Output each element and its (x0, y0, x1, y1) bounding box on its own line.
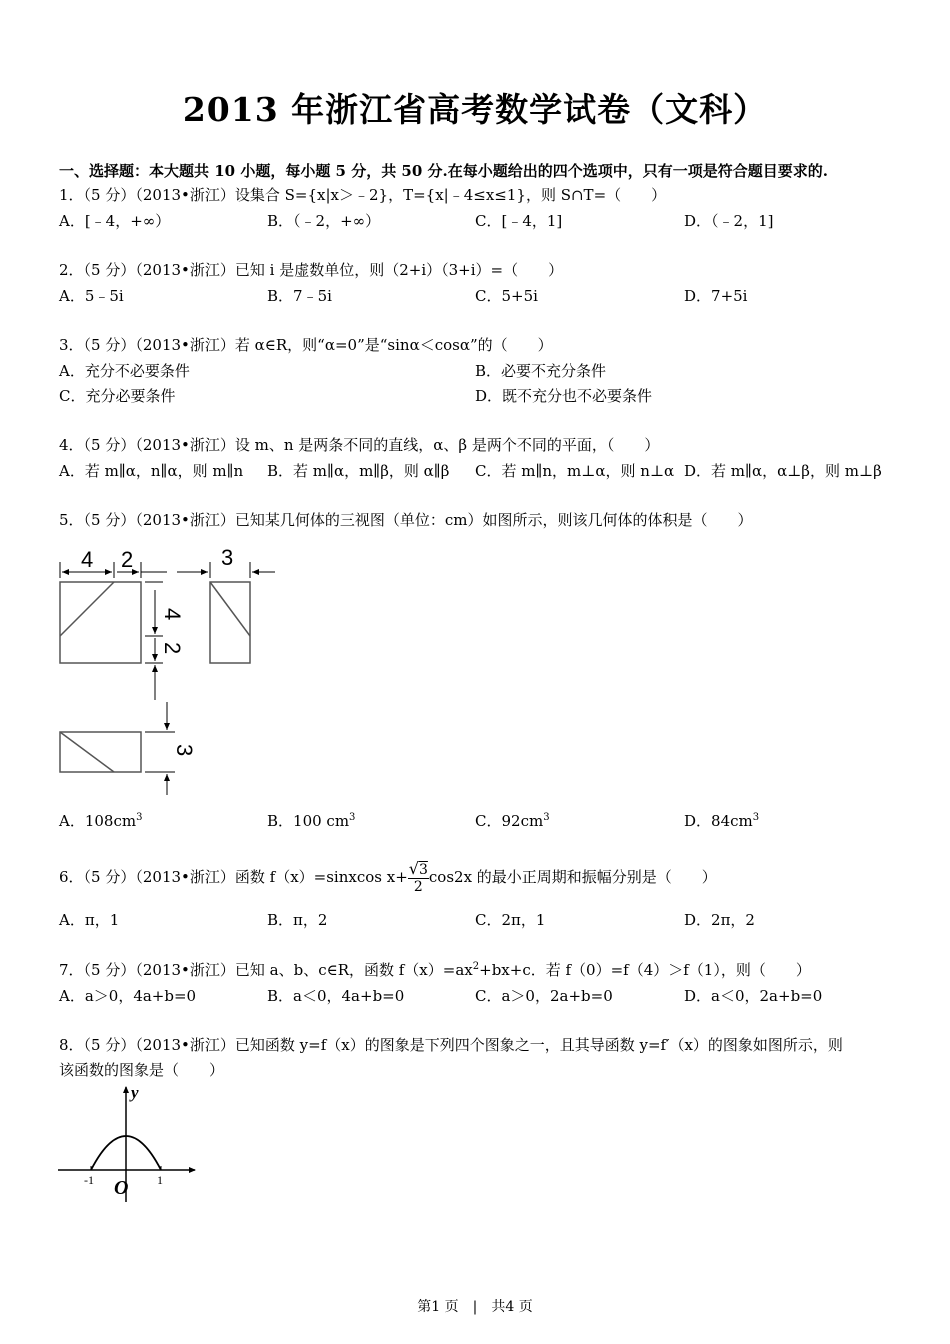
question-5-stem: 5．（5 分）（2013•浙江）已知某几何体的三视图（单位：cm）如图所示，则该几何体的体积是（ ） (59, 511, 753, 529)
question-4-option-a: A．若 m∥α，n∥α，则 m∥n (59, 462, 244, 480)
question-1-option-a: A．[﹣4，+∞） (59, 212, 171, 230)
question-3-option-b: B．必要不充分条件 (475, 362, 607, 380)
sqrt3-over-2-fraction: $\frac{√3}{2}$ (408, 859, 428, 895)
dim-label-2-vertical: 2 (160, 642, 185, 655)
derivative-graph (55, 1082, 205, 1207)
origin-label: O (114, 1177, 129, 1199)
question-7-option-d: D．a＜0，2a+b=0 (684, 987, 823, 1005)
question-8-stem-line-1: 8．（5 分）（2013•浙江）已知函数 y=f（x）的图象是下列四个图象之一，且其导函数 y=f′（x）的图象如图所示，则 (59, 1036, 843, 1054)
question-7-option-a: A．a＞0，4a+b=0 (59, 987, 197, 1005)
tick-label-neg1: -1 (84, 1173, 94, 1187)
question-5-option-b: B．100 $cm^3$ (267, 812, 356, 830)
question-4-option-d: D．若 m∥α，α⊥β，则 m⊥β (684, 462, 882, 480)
question-6-option-c: C．2π，1 (475, 911, 546, 929)
dim-label-3-vertical: 3 (172, 744, 197, 757)
section-header: 一、选择题：本大题共 10 小题，每小题 5 分，共 50 分.在每小题给出的四个选项中，只有一项是符合题目要求的. (59, 162, 828, 180)
question-6-option-b: B．π，2 (267, 911, 328, 929)
side-view-diagonal (210, 582, 250, 636)
question-1-option-c: C．[﹣4，1] (475, 212, 563, 230)
question-6-stem: 6．（5 分）（2013•浙江）函数 f（x）=sinxcos x+ $\frac{√3}{2}$ cos2x 的最小正周期和振幅分别是（ ） (59, 859, 717, 895)
question-7-option-c: C．a＞0，2a+b=0 (475, 987, 613, 1005)
question-4-option-c: C．若 m∥n，m⊥α，则 n⊥α (475, 462, 675, 480)
dim-label-4-vertical: 4 (160, 608, 185, 621)
question-2-option-b: B．7﹣5i (267, 287, 332, 305)
question-8-stem-line-2: 该函数的图象是（ ） (59, 1061, 225, 1079)
tick-label-pos1: 1 (157, 1173, 163, 1187)
question-6-option-a: A．π，1 (59, 911, 120, 929)
page-footer: 第1 页 | 共4 页 (417, 1299, 533, 1315)
question-3-option-a: A．充分不必要条件 (59, 362, 190, 380)
top-view-diagonal (60, 732, 114, 772)
question-1-option-b: B．（﹣2，+∞） (267, 212, 381, 230)
question-3-option-d: D．既不充分也不必要条件 (475, 387, 653, 405)
question-5-option-d: D．$84cm^3$ (684, 812, 760, 830)
question-5-option-a: A．$108cm^3$ (59, 812, 143, 830)
question-3-stem: 3．（5 分）（2013•浙江）若 α∈R，则“α=0”是“sinα＜cosα”的（ ） (59, 336, 553, 354)
question-6-option-d: D．2π，2 (684, 911, 755, 929)
question-2-option-c: C．5+5i (475, 287, 538, 305)
question-2-option-a: A．5﹣5i (59, 287, 124, 305)
question-3-option-c: C．充分必要条件 (59, 387, 176, 405)
question-1-option-d: D．（﹣2，1] (684, 212, 774, 230)
question-2-stem: 2．（5 分）（2013•浙江）已知 i 是虚数单位，则（2+i）（3+i）=（ ） (59, 261, 564, 279)
page-title: 2013 年浙江省高考数学试卷（文科） (182, 90, 768, 129)
question-5-option-c: C．$92cm^3$ (475, 812, 550, 830)
dim-label-2-horizontal: 2 (121, 547, 134, 572)
question-1-stem: 1．（5 分）（2013•浙江）设集合 S={x|x＞﹣2}，T={x|﹣4≤x≤1}，则 S∩T=（ ） (59, 186, 667, 204)
y-axis-label: y (131, 1083, 139, 1102)
question-7-stem: 7．（5 分）（2013•浙江）已知 a、b、c∈R，函数 $f(x)=ax^2+bx+c$．若 f（0）=f（4）＞f（1），则（ ） (59, 961, 811, 979)
question-7-option-b: B．a＜0，4a+b=0 (267, 987, 405, 1005)
question-4-option-b: B．若 m∥α，m∥β，则 α∥β (267, 462, 450, 480)
dim-label-3-horizontal: 3 (221, 545, 234, 570)
side-view-rect (210, 582, 250, 663)
question-4-stem: 4．（5 分）（2013•浙江）设 m、n 是两条不同的直线，α、β 是两个不同的平面，（ ） (59, 436, 660, 454)
question-2-option-d: D．7+5i (684, 287, 748, 305)
top-view-rect (60, 732, 141, 772)
front-view-diagonal (60, 582, 114, 636)
front-view-rect (60, 582, 141, 663)
three-view-figure (55, 540, 285, 802)
dim-label-4-horizontal: 4 (81, 547, 94, 572)
